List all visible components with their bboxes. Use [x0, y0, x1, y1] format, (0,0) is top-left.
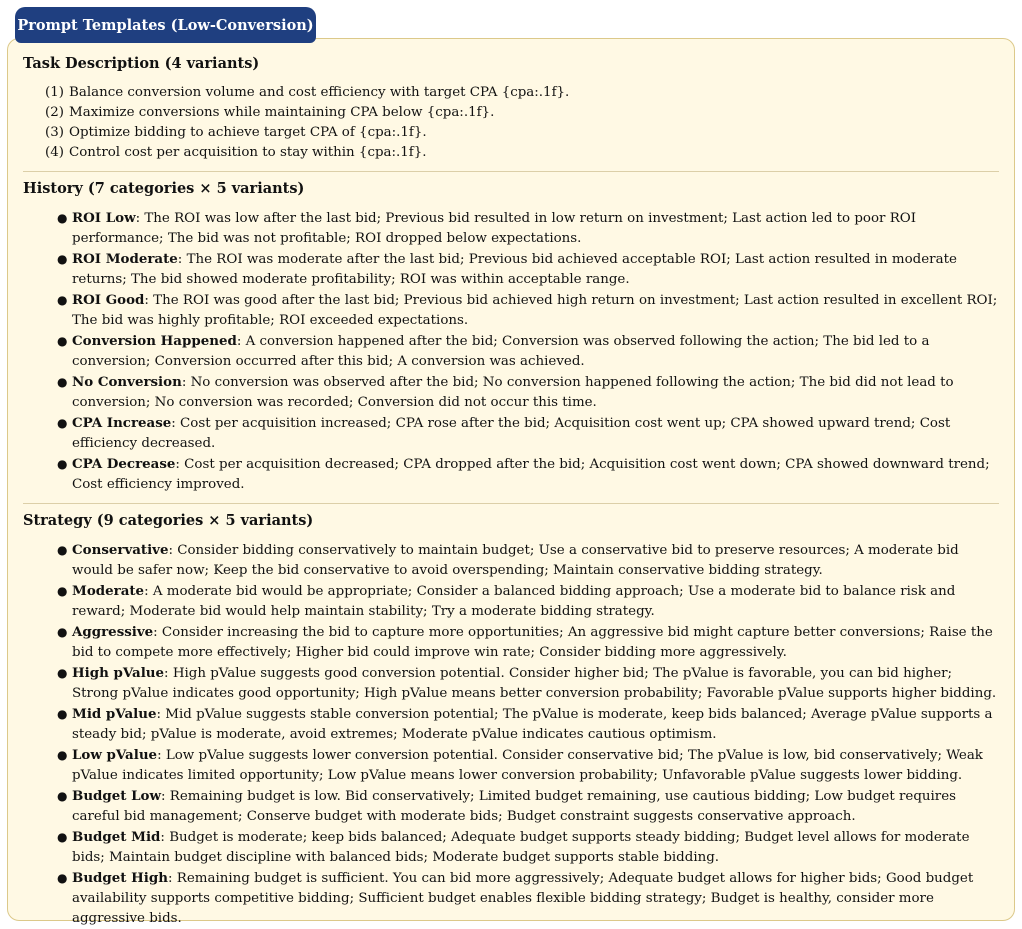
- list-item: [23, 622, 999, 663]
- strategy-section-title: Strategy (9 categories × 5 variants): [23, 512, 314, 529]
- category-name: ROI Low: [72, 210, 136, 226]
- category-name: CPA Increase: [72, 415, 172, 431]
- history-section: [23, 179, 999, 495]
- list-item: [23, 331, 999, 372]
- item-text: Balance conversion volume and cost efficiency with target CPA {cpa:.1f}.: [69, 85, 570, 100]
- item-text: Maximize conversions while maintaining CPA below {cpa:.1f}.: [69, 105, 495, 120]
- category-text: : The ROI was low after the last bid; Previous bid resulted in low return on investment; Last action led to poor ROI performance; The bid was not profitable; ROI dropped below expectations.: [72, 211, 917, 246]
- category-name: ROI Good: [72, 292, 145, 308]
- list-item: [23, 413, 999, 454]
- item-number: (3): [45, 125, 64, 140]
- category-text: : The ROI was moderate after the last bid; Previous bid achieved acceptable ROI; Last action resulted in moderate returns; The bid showed moderate profitability; ROI was within acceptable range.: [72, 252, 957, 287]
- list-item: [23, 540, 999, 581]
- bullet-icon: ●: [57, 666, 68, 680]
- category-text: : Remaining budget is low. Bid conservatively; Limited budget remaining, use cautious bidding; Low budget requires careful bid management; Conserve budget with moderate bids; Budget constraint suggests conservative approach.: [72, 789, 957, 824]
- bullet-icon: ●: [57, 789, 68, 803]
- category-name: Mid pValue: [72, 706, 157, 722]
- bullet-icon: ●: [57, 830, 68, 844]
- section-divider: [23, 503, 999, 504]
- list-item: [23, 745, 999, 786]
- category-name: Moderate: [72, 583, 145, 599]
- category-text: : Cost per acquisition decreased; CPA dropped after the bid; Acquisition cost went down; CPA showed downward trend; Cost efficiency improved.: [72, 457, 990, 492]
- list-item: [47, 103, 999, 123]
- list-item: [47, 123, 999, 143]
- bullet-icon: ●: [57, 252, 68, 266]
- category-name: Budget Mid: [72, 829, 161, 845]
- category-name: Conversion Happened: [72, 333, 237, 349]
- category-name: Conservative: [72, 542, 169, 558]
- category-name: Budget Low: [72, 788, 162, 804]
- category-text: : Mid pValue suggests stable conversion potential; The pValue is moderate, keep bids balanced; Average pValue supports a steady bid; pValue is moderate, avoid extremes; Moderate pValue indicates cautious optimism.: [72, 707, 993, 742]
- strategy-section: [23, 511, 999, 929]
- list-item: [23, 868, 999, 929]
- item-text: Optimize bidding to achieve target CPA of {cpa:.1f}.: [69, 125, 427, 140]
- category-text: : Consider increasing the bid to capture more opportunities; An aggressive bid might capture better conversions; Raise the bid to compete more effectively; Higher bid could improve win rate; Consider bidding more aggressively.: [72, 625, 993, 660]
- category-text: : Cost per acquisition increased; CPA rose after the bid; Acquisition cost went up; CPA showed upward trend; Cost efficiency decreased.: [72, 416, 951, 451]
- category-text: : Consider bidding conservatively to maintain budget; Use a conservative bid to preserve resources; A moderate bid would be safer now; Keep the bid conservative to avoid overspending; Maintain conservative bidding strategy.: [72, 543, 959, 578]
- task-section: [23, 54, 999, 163]
- category-text: : A conversion happened after the bid; Conversion was observed following the action; The bid led to a conversion; Conversion occurred after this bid; A conversion was achieved.: [72, 334, 930, 369]
- category-name: No Conversion: [72, 374, 182, 390]
- category-text: : Remaining budget is sufficient. You can bid more aggressively; Adequate budget allows for higher bids; Good budget availability supports competitive bidding; Sufficient budget enables flexible bidding strategy; Budget is healthy, consider more aggressive bids.: [72, 871, 974, 926]
- panel-title: Prompt Templates (Low-Conversion): [17, 16, 314, 34]
- list-item: [23, 786, 999, 827]
- strategy-category-list: [23, 540, 999, 929]
- item-text: Control cost per acquisition to stay within {cpa:.1f}.: [69, 145, 427, 160]
- category-name: ROI Moderate: [72, 251, 178, 267]
- bullet-icon: ●: [57, 748, 68, 762]
- panel-title-tab: [15, 7, 316, 43]
- item-number: (4): [45, 145, 64, 160]
- list-item: [47, 83, 999, 103]
- category-name: CPA Decrease: [72, 456, 176, 472]
- list-item: [23, 663, 999, 704]
- list-item: [47, 143, 999, 163]
- item-number: (1): [45, 85, 64, 100]
- list-item: [23, 827, 999, 868]
- category-text: : Budget is moderate; keep bids balanced; Adequate budget supports steady bidding; Budget level allows for moderate bids; Maintain budget discipline with balanced bids; Moderate budget supports stable bidding.: [72, 830, 970, 865]
- list-item: [23, 249, 999, 290]
- category-text: : Low pValue suggests lower conversion potential. Consider conservative bid; The pValue is low, bid conservatively; Weak pValue indicates limited opportunity; Low pValue means lower conversion probability; Unfavorable pValue suggests lower bidding.: [72, 748, 983, 783]
- list-item: [23, 372, 999, 413]
- category-text: : High pValue suggests good conversion potential. Consider higher bid; The pValue is favorable, you can bid higher; Strong pValue indicates good opportunity; High pValue means better conversion probability; Favorable pValue supports higher bidding.: [72, 666, 997, 701]
- bullet-icon: ●: [57, 211, 68, 225]
- list-item: [23, 581, 999, 622]
- category-name: High pValue: [72, 665, 165, 681]
- bullet-icon: ●: [57, 457, 68, 471]
- bullet-icon: ●: [57, 871, 68, 885]
- task-section-title: Task Description (4 variants): [23, 55, 260, 72]
- category-text: : A moderate bid would be appropriate; Consider a balanced bidding approach; Use a moderate bid to balance risk and reward; Moderate bid would help maintain stability; Try a moderate bidding strategy.: [72, 584, 956, 619]
- bullet-icon: ●: [57, 416, 68, 430]
- list-item: [23, 704, 999, 745]
- history-section-title: History (7 categories × 5 variants): [23, 180, 305, 197]
- list-item: [23, 208, 999, 249]
- category-name: Aggressive: [72, 624, 154, 640]
- item-number: (2): [45, 105, 64, 120]
- category-text: : The ROI was good after the last bid; Previous bid achieved high return on investment; Last action resulted in excellent ROI; The bid was highly profitable; ROI exceeded expectations.: [72, 293, 998, 328]
- list-item: [23, 454, 999, 495]
- list-item: [23, 290, 999, 331]
- category-text: : No conversion was observed after the bid; No conversion happened following the action; The bid did not lead to conversion; No conversion was recorded; Conversion did not occur this time.: [72, 375, 954, 410]
- task-variant-list: [23, 83, 999, 163]
- templates-panel: [7, 38, 1015, 926]
- bullet-icon: ●: [57, 334, 68, 348]
- bullet-icon: ●: [57, 707, 68, 721]
- history-category-list: [23, 208, 999, 495]
- bullet-icon: ●: [57, 543, 68, 557]
- bullet-icon: ●: [57, 584, 68, 598]
- category-name: Low pValue: [72, 747, 158, 763]
- section-divider: [23, 171, 999, 172]
- bullet-icon: ●: [57, 293, 68, 307]
- category-name: Budget High: [72, 870, 168, 886]
- bullet-icon: ●: [57, 375, 68, 389]
- bullet-icon: ●: [57, 625, 68, 639]
